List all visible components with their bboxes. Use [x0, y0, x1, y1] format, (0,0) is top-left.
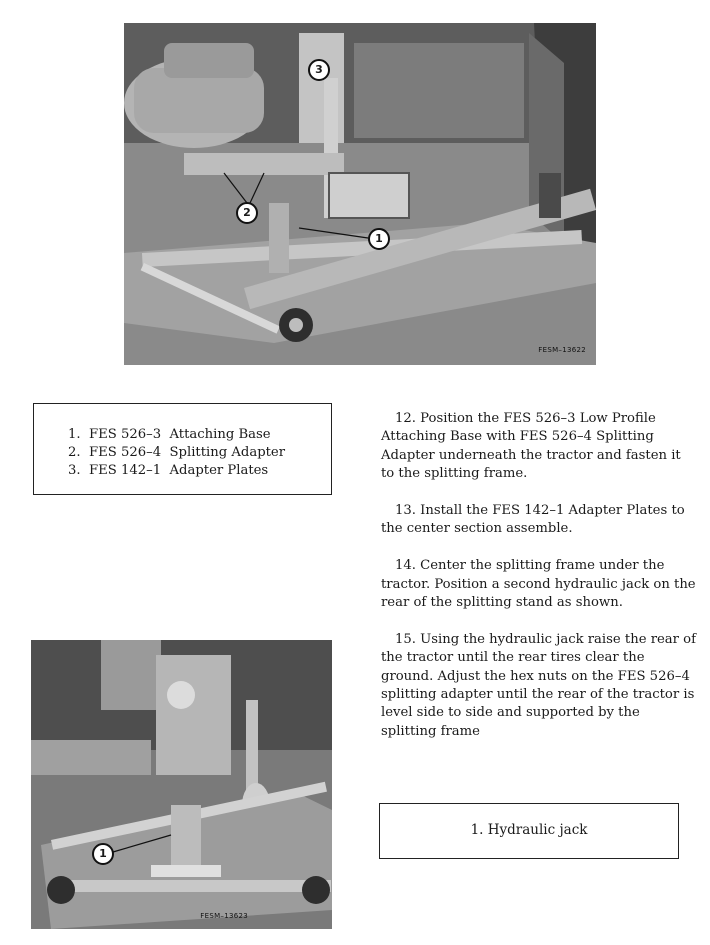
legend-item: 1. FES 526–3 Attaching Base [68, 427, 271, 442]
photo-hydraulic-jack [31, 640, 332, 929]
legend-jack [379, 803, 679, 859]
callout-leader-lines [31, 640, 332, 929]
legend-item: 1. Hydraulic jack [470, 822, 588, 838]
photo-tractor-attaching-base [124, 23, 596, 365]
step-12: 12. Position the FES 526–3 Low Profile Attaching Base with FES 526–4 Splitting Adapter underneath the tractor and fasten it to the splitting frame. [381, 411, 681, 482]
callout-2: 2 [236, 202, 258, 224]
instructions [381, 410, 696, 760]
figure-code: FESM–13623 [200, 912, 248, 920]
callout-3: 3 [308, 59, 330, 81]
figure-code: FESM–13622 [538, 346, 586, 354]
callout-1: 1 [368, 228, 390, 250]
step-14: 14. Center the splitting frame under the tractor. Position a second hydraulic jack on the rear of the splitting stand as shown. [381, 558, 696, 611]
callout-1: 1 [92, 843, 114, 865]
callout-leader-lines [124, 23, 596, 365]
step-13: 13. Install the FES 142–1 Adapter Plates to the center section assemble. [381, 503, 685, 537]
step-15: 15. Using the hydraulic jack raise the rear of the tractor until the rear tires clear the ground. Adjust the hex nuts on the FES 526–4 splitting adapter until the rear of the tractor is level side to side and supported by the splitting frame [381, 631, 696, 739]
legend-parts [33, 403, 332, 495]
legend-item: 2. FES 526–4 Splitting Adapter [68, 445, 286, 460]
legend-item: 3. FES 142–1 Adapter Plates [68, 463, 269, 478]
